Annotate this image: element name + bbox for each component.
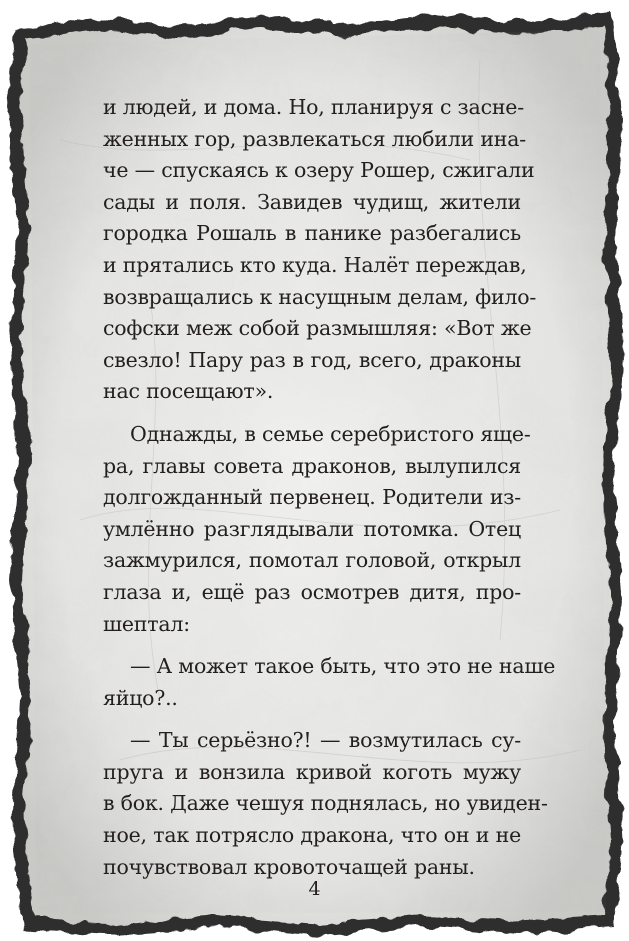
text-line: и людей, и дома. Но, планируя с засне- — [103, 95, 524, 119]
text-line: долгожданный первенец. Родители из- — [103, 485, 521, 510]
text-line: — Ты серьёзно?! — возмутилась су- — [130, 728, 521, 753]
text-line: ра, главы совета драконов, вылупился — [103, 453, 521, 478]
text-line: шептал: — [103, 611, 190, 636]
text-line: — А может такое быть, что это не наше — [130, 654, 556, 679]
text-line: свезло! Пару раз в год, всего, драконы — [103, 347, 521, 372]
text-line: глаза и, ещё раз осмотрев дитя, про- — [103, 579, 521, 604]
text-line: умлённо разглядывали потомка. Отец — [103, 516, 521, 541]
text-line: сады и поля. Завидев чудищ, жители — [103, 189, 521, 214]
text-line: нас посещают». — [103, 379, 274, 404]
text-line: почувствовал кровоточащей раны. — [103, 854, 475, 879]
text-line: яйцо?.. — [103, 685, 178, 710]
text-line: женных гор, развлекаться любили ина- — [103, 126, 526, 151]
text-line: че — спускаясь к озеру Рошер, сжигали — [103, 158, 535, 183]
text-line: городка Рошаль в панике разбегались — [103, 221, 521, 246]
paragraph — [103, 92, 537, 408]
page-number: 4 — [308, 878, 321, 900]
text-line: софски меж собой размышляя: «Вот же — [103, 316, 532, 341]
page-body-text — [103, 92, 556, 883]
paragraph — [103, 725, 548, 883]
text-line: возвращались к насущным делам, фило- — [103, 284, 537, 309]
text-line: ное, так потрясло дракона, что он и не — [103, 823, 521, 848]
text-line: и прятались кто куда. Налёт переждав, — [103, 252, 527, 277]
text-line: в бок. Даже чешуя поднялась, но увиден- — [103, 791, 548, 816]
paragraph — [103, 651, 556, 714]
text-line: зажмурился, помотал головой, открыл — [103, 548, 521, 573]
paragraph — [103, 419, 531, 640]
text-line: Однажды, в семье серебристого яще- — [130, 421, 531, 446]
text-line: пруга и вонзила кривой коготь мужу — [103, 759, 521, 784]
